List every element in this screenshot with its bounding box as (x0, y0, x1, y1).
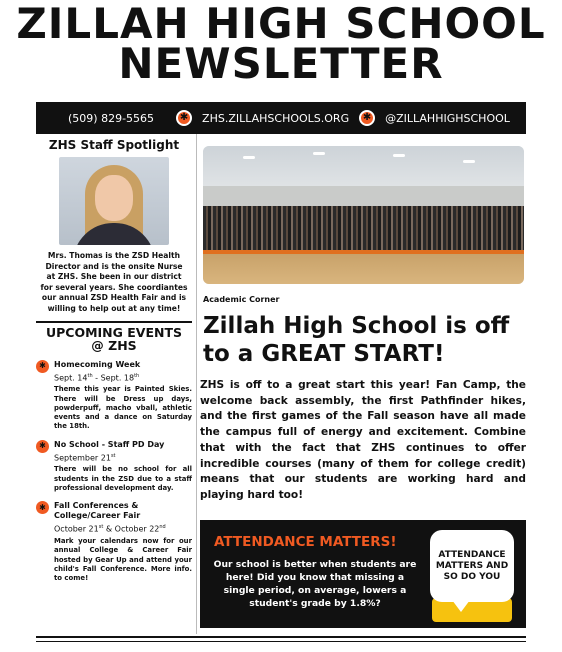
staff-photo (59, 157, 169, 245)
star-icon: ✱ (36, 360, 49, 373)
article-body: ZHS is off to a great start this year! Fan Camp, the welcome back assembly, the first Pathfinder hikes, and the first games of the Fall season have all made the campus full of energy and excitement. Combine that with the fact that ZHS continues to offer incredible courses (many of them for college credit) means that our students are working hard and playing hard too! (200, 379, 526, 501)
contact-bar (36, 102, 526, 134)
event-item (36, 360, 192, 432)
events-title: UPCOMING EVENTS @ ZHS (45, 324, 183, 353)
divider (36, 321, 192, 323)
event-description: Theme this year is Painted Skies. There will be Dress up days, powderpuff, macho vball, athletic events and a dance on Saturday the 18th. (54, 385, 192, 431)
event-date: October 21st & October 22nd (54, 524, 166, 534)
attendance-heading: ATTENDANCE MATTERS! (214, 534, 397, 550)
event-item (36, 440, 192, 494)
spotlight-bio: Mrs. Thomas is the ZSD Health Director and is the onsite Nurse at ZHS. She been in our district for several years. She coordiantes our annual ZSD Health Fair and is willing to help out at any time! (40, 251, 188, 313)
event-date: September 21st (54, 452, 116, 463)
star-icon: ✱ (36, 440, 49, 453)
footer-rule (36, 641, 526, 642)
speech-bubble-tail (452, 600, 470, 612)
footer-rule (36, 636, 526, 638)
attendance-body: Our school is better when students are here! Did you know that missing a single period, on average, lowers a student's grade by 1.8%? (213, 559, 417, 609)
article-headline: Zillah High School is off to a GREAT START! (203, 313, 510, 367)
social-handle[interactable]: @ZILLAHHIGHSCHOOL (385, 111, 510, 125)
star-icon: ✱ (359, 110, 375, 126)
star-icon: ✱ (36, 501, 49, 514)
star-icon: ✱ (176, 110, 192, 126)
column-divider (196, 134, 197, 634)
event-description: There will be no school for all students in the ZSD due to a staff professional development day. (54, 465, 192, 492)
masthead-title-line2: NEWSLETTER (118, 39, 444, 88)
event-item (36, 501, 192, 583)
event-description: Mark your calendars now for our annual College & Career Fair hosted by Gear Up and attend your child's Fall Conference. More info. to come! (54, 536, 192, 583)
masthead (0, 0, 562, 88)
event-title: Fall Conferences & College/Career Fair (54, 501, 141, 521)
article-kicker: Academic Corner (203, 295, 280, 304)
event-date: Sept. 14th - Sept. 18th (54, 372, 140, 383)
event-title: Homecoming Week (54, 359, 141, 369)
spotlight-title: ZHS Staff Spotlight (48, 138, 180, 152)
social-contact (359, 110, 510, 126)
gym-photo (203, 146, 524, 284)
event-title: No School - Staff PD Day (54, 439, 165, 449)
attendance-box (200, 520, 526, 628)
speech-bubble: ATTENDANCE MATTERS AND SO DO YOU (430, 530, 514, 602)
phone-number[interactable]: (509) 829-5565 (68, 111, 155, 125)
website-contact (176, 110, 349, 126)
website-link[interactable]: ZHS.ZILLAHSCHOOLS.ORG (202, 111, 350, 125)
left-column (36, 134, 192, 583)
masthead-title-line1: ZILLAH HIGH SCHOOL (16, 0, 546, 48)
